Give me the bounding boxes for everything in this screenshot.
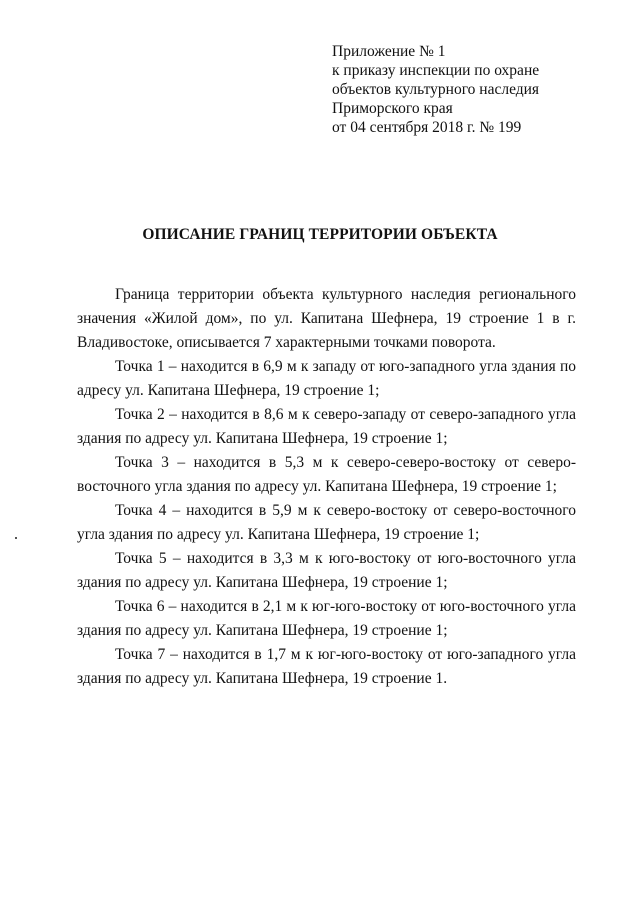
point-paragraph: Точка 3 – находится в 5,3 м к северо-северо-востоку от северо-восточного угла здания по адресу ул. Капитана Шефнера, 19 строение 1; (77, 454, 576, 495)
appendix-header (332, 42, 622, 137)
point-paragraph: Точка 1 – находится в 6,9 м к западу от юго-западного угла здания по адресу ул. Капитана Шефнера, 19 строение 1; (77, 358, 576, 399)
point-paragraph: Точка 6 – находится в 2,1 м к юг-юго-востоку от юго-восточного угла здания по адресу ул. Капитана Шефнера, 19 строение 1; (77, 598, 576, 639)
point-paragraph: Точка 7 – находится в 1,7 м к юг-юго-востоку от юго-западного угла здания по адресу ул. Капитана Шефнера, 19 строение 1. (77, 646, 576, 687)
point-paragraph: Точка 2 – находится в 8,6 м к северо-западу от северо-западного угла здания по адресу ул. Капитана Шефнера, 19 строение 1; (77, 406, 576, 447)
appendix-line: Приморского края (332, 100, 453, 117)
appendix-line: к приказу инспекции по охране (332, 62, 540, 79)
point-paragraph: Точка 5 – находится в 3,3 м к юго-востоку от юго-восточного угла здания по адресу ул. Капитана Шефнера, 19 строение 1; (77, 550, 576, 591)
scan-speck (15, 537, 17, 539)
document-title: ОПИСАНИЕ ГРАНИЦ ТЕРРИТОРИИ ОБЪЕКТА (142, 226, 498, 243)
appendix-line: Приложение № 1 (332, 43, 446, 60)
point-paragraph: Точка 4 – находится в 5,9 м к северо-востоку от северо-восточного угла здания по адресу ул. Капитана Шефнера, 19 строение 1; (77, 502, 576, 543)
intro-paragraph: Граница территории объекта культурного наследия регионального значения «Жилой дом», по ул. Капитана Шефнера, 19 строение 1 в г. Владивостоке, описывается 7 характерными точками поворота. (77, 286, 576, 351)
appendix-line: объектов культурного наследия (332, 81, 540, 98)
appendix-line: от 04 сентября 2018 г. № 199 (332, 119, 522, 136)
document-body (77, 283, 576, 691)
